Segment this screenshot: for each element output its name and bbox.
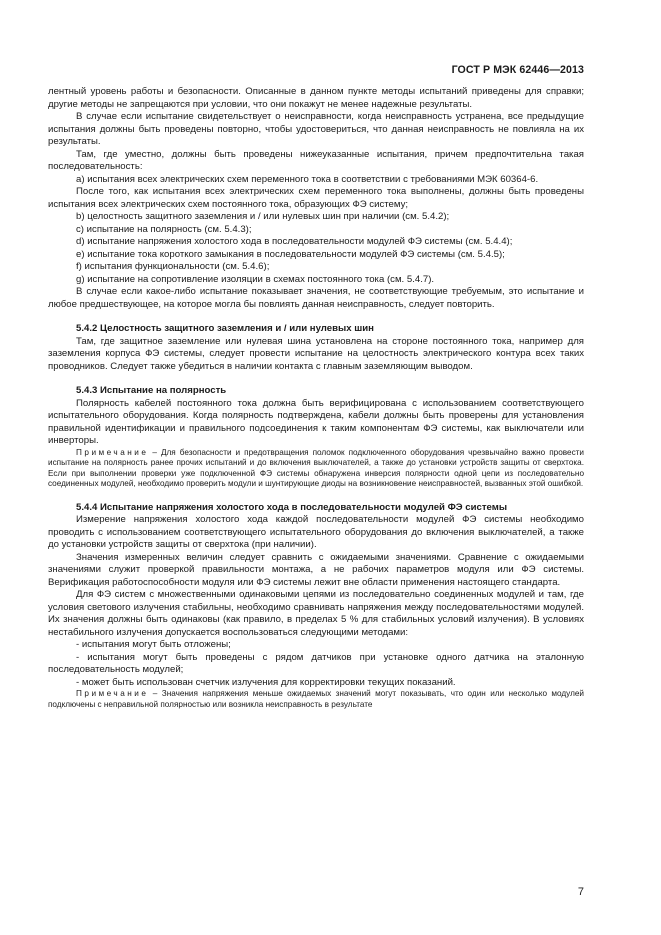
paragraph: После того, как испытания всех электрических схем переменного тока выполнены, должны быть проведены испытания всех электрических схем постоянного тока, образующих ФЭ систему; — [48, 186, 584, 210]
page-number: 7 — [577, 886, 584, 898]
document-body — [48, 86, 584, 710]
list-item: b) целостность защитного заземления и / или нулевых шин при наличии (см. 5.4.2); — [76, 211, 450, 222]
note-label: Примечание — [76, 689, 149, 698]
paragraph: Полярность кабелей постоянного тока должна быть верифицирована с использованием соответствующего испытательного оборудования. Когда полярность подтверждена, кабели должны быть проверены для установления правильной идентификации и правильного подсоединения к таким компонентам ФЭ системы, как выключатели или инверторы. — [48, 397, 584, 446]
note-dash: – — [148, 447, 161, 457]
paragraph: Для ФЭ систем с множественными одинаковыми цепями из последовательно соединенных модулей и там, где условия светового излучения стабильны, необходимо сравнивать напряжения между последовательностями модулей. Их значения должны быть одинаковы (как правило, в пределах 5 % для стабильных условий излучения). В условиях нестабильного излучения допускается воспользоваться следующими методами: — [48, 589, 584, 638]
section-heading: 5.4.4 Испытание напряжения холостого хода в последовательности модулей ФЭ системы — [76, 501, 508, 513]
paragraph: лентный уровень работы и безопасности. Описанные в данном пункте методы испытаний приведены для справки; другие методы не запрещаются при условии, что они покажут не менее надежные результаты. — [48, 86, 584, 110]
note-dash: – — [148, 689, 162, 698]
paragraph: В случае если испытание свидетельствует о неисправности, когда неисправность устранена, все предыдущие испытания должны быть проведены повторно, чтобы удостовериться, что данная неисправность не повлияла на их результаты. — [48, 111, 584, 147]
note-label: Примечание — [76, 447, 149, 457]
section-heading: 5.4.3 Испытание на полярность — [76, 385, 227, 396]
list-item: d) испытание напряжения холостого хода в последовательности модулей ФЭ системы (см. 5.4.4); — [76, 236, 513, 247]
note-text: Значения напряжения меньше ожидаемых значений могут показывать, что один или несколько модулей подключены с неправильной полярностью или возникла неисправность в результате — [48, 689, 585, 709]
list-item: - испытания могут быть отложены; — [76, 639, 231, 650]
paragraph: Там, где защитное заземление или нулевая шина установлена на стороне постоянного тока, например для заземления корпуса ФЭ системы, следует провести испытание на целостность электрического контура всех таких проводников. Следует также убедиться в наличии контакта с главным заземляющим выводом. — [48, 335, 584, 372]
note-text: Для безопасности и предотвращения поломок подключенного оборудования чрезвычайно важно провести испытание на полярность ранее прочих испытаний и до включения выключателей, а также до установки устройств защиты от сверхтока. Если при выполнении проверки уже подключенной ФЭ системы обнаружена инверсия полярности одной цепи из последовательно соединенных модулей, необходимо проверить модули и шунтирующие диоды на возникновение неисправностей, вызванных этой ошибкой. — [48, 447, 584, 488]
note — [48, 689, 584, 710]
paragraph: Значения измеренных величин следует сравнить с ожидаемыми значениями. Сравнение с ожидаемыми значениями служит проверкой правильности монтажа, а не рабочих параметров модуля или ФЭ системы. Верификация работоспособности модуля или ФЭ системы лежит вне области применения настоящего стандарта. — [48, 551, 584, 588]
document-page — [48, 0, 584, 935]
paragraph: Измерение напряжения холостого хода каждой последовательности модулей ФЭ системы необходимо проводить с использованием соответствующего испытательного оборудования до включения выключателей, а также до установки устройств защиты от сверхтока (при наличии). — [48, 514, 584, 550]
note — [48, 448, 584, 490]
list-item: - может быть использован счетчик излучения для корректировки текущих показаний. — [76, 676, 456, 688]
list-item: g) испытание на сопротивление изоляции в схемах постоянного тока (см. 5.4.7). — [76, 273, 435, 285]
list-item: а) испытания всех электрических схем переменного тока в соответствии с требованиями МЭК 60364-6. — [76, 173, 539, 185]
paragraph: В случае если какое-либо испытание показывает значения, не соответствующие требуемым, это испытание и любое предшествующее, на которое могла бы повлиять данная неисправность, следует повторить. — [48, 286, 584, 310]
list-item: c) испытание на полярность (см. 5.4.3); — [76, 223, 252, 235]
section-heading: 5.4.2 Целостность защитного заземления и / или нулевых шин — [76, 323, 374, 334]
list-item: - испытания могут быть проведены с рядом датчиков при установке одного датчика на эталонную последовательность модулей; — [48, 651, 584, 675]
paragraph: Там, где уместно, должны быть проведены нижеуказанные испытания, причем предпочтительна такая последовательность: — [48, 148, 584, 172]
list-item: e) испытание тока короткого замыкания в последовательности модулей ФЭ системы (см. 5.4.5); — [76, 248, 505, 260]
list-item: f) испытания функциональности (см. 5.4.6); — [76, 261, 270, 272]
standard-code-header: ГОСТ Р МЭК 62446—2013 — [451, 64, 584, 76]
